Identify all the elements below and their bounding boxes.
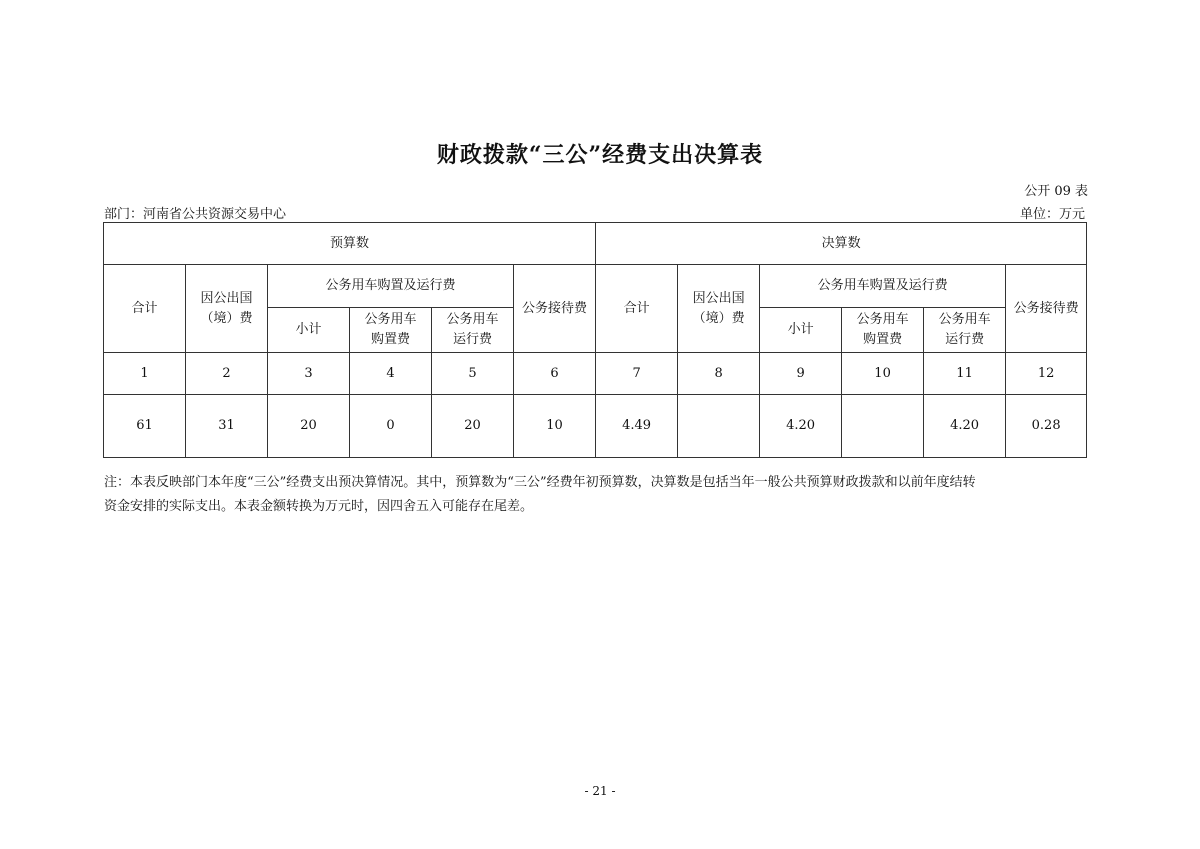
value-cell: 4.20	[924, 395, 1006, 458]
group-header-row	[104, 223, 1087, 265]
column-number: 5	[432, 353, 514, 395]
column-number: 6	[514, 353, 596, 395]
final-reception-header: 公务接待费	[1006, 265, 1087, 353]
department-label: 部门：河南省公共资源交易中心	[104, 207, 287, 222]
column-number: 11	[924, 353, 1006, 395]
value-cell: 20	[432, 395, 514, 458]
budget-operation-header: 公务用车 运行费	[432, 308, 514, 353]
unit-label: 单位：万元	[1019, 207, 1085, 222]
value-row	[104, 395, 1087, 458]
column-number: 3	[268, 353, 350, 395]
value-cell: 4.49	[596, 395, 678, 458]
value-cell: 20	[268, 395, 350, 458]
three-public-expense-table	[103, 222, 1087, 458]
budget-vehicle-header: 公务用车购置及运行费	[268, 265, 514, 308]
final-group-header: 决算数	[596, 223, 1087, 265]
final-operation-header: 公务用车 运行费	[924, 308, 1006, 353]
column-number: 9	[760, 353, 842, 395]
budget-abroad-header: 因公出国 （境）费	[186, 265, 268, 353]
final-total-header: 合计	[596, 265, 678, 353]
budget-group-header: 预算数	[104, 223, 596, 265]
budget-subtotal-header: 小计	[268, 308, 350, 353]
value-cell: 0	[350, 395, 432, 458]
form-number: 公开 09 表	[1024, 184, 1088, 199]
value-cell	[678, 395, 760, 458]
final-vehicle-header: 公务用车购置及运行费	[760, 265, 1006, 308]
column-number: 10	[842, 353, 924, 395]
budget-total-header: 合计	[104, 265, 186, 353]
column-number: 4	[350, 353, 432, 395]
final-purchase-header: 公务用车 购置费	[842, 308, 924, 353]
footnote-line-1: 注：本表反映部门本年度“三公”经费支出预决算情况。其中，预算数为“三公”经费年初预算数，决算数是包括当年一般公共预算财政拨款和以前年度结转	[104, 475, 976, 490]
column-number-row	[104, 353, 1087, 395]
final-subtotal-header: 小计	[760, 308, 842, 353]
value-cell: 61	[104, 395, 186, 458]
column-number: 2	[186, 353, 268, 395]
value-cell: 31	[186, 395, 268, 458]
column-number: 8	[678, 353, 760, 395]
budget-purchase-header: 公务用车 购置费	[350, 308, 432, 353]
column-header-row	[104, 265, 1087, 308]
footnote	[104, 471, 1094, 519]
final-abroad-header: 因公出国 （境）费	[678, 265, 760, 353]
budget-reception-header: 公务接待费	[514, 265, 596, 353]
value-cell: 0.28	[1006, 395, 1087, 458]
page-title: 财政拨款“三公”经费支出决算表	[436, 142, 764, 168]
column-number: 7	[596, 353, 678, 395]
page-number: - 21 -	[584, 784, 616, 798]
column-number: 1	[104, 353, 186, 395]
value-cell: 4.20	[760, 395, 842, 458]
column-number: 12	[1006, 353, 1087, 395]
value-cell	[842, 395, 924, 458]
value-cell: 10	[514, 395, 596, 458]
footnote-line-2: 资金安排的实际支出。本表金额转换为万元时，因四舍五入可能存在尾差。	[104, 499, 534, 514]
